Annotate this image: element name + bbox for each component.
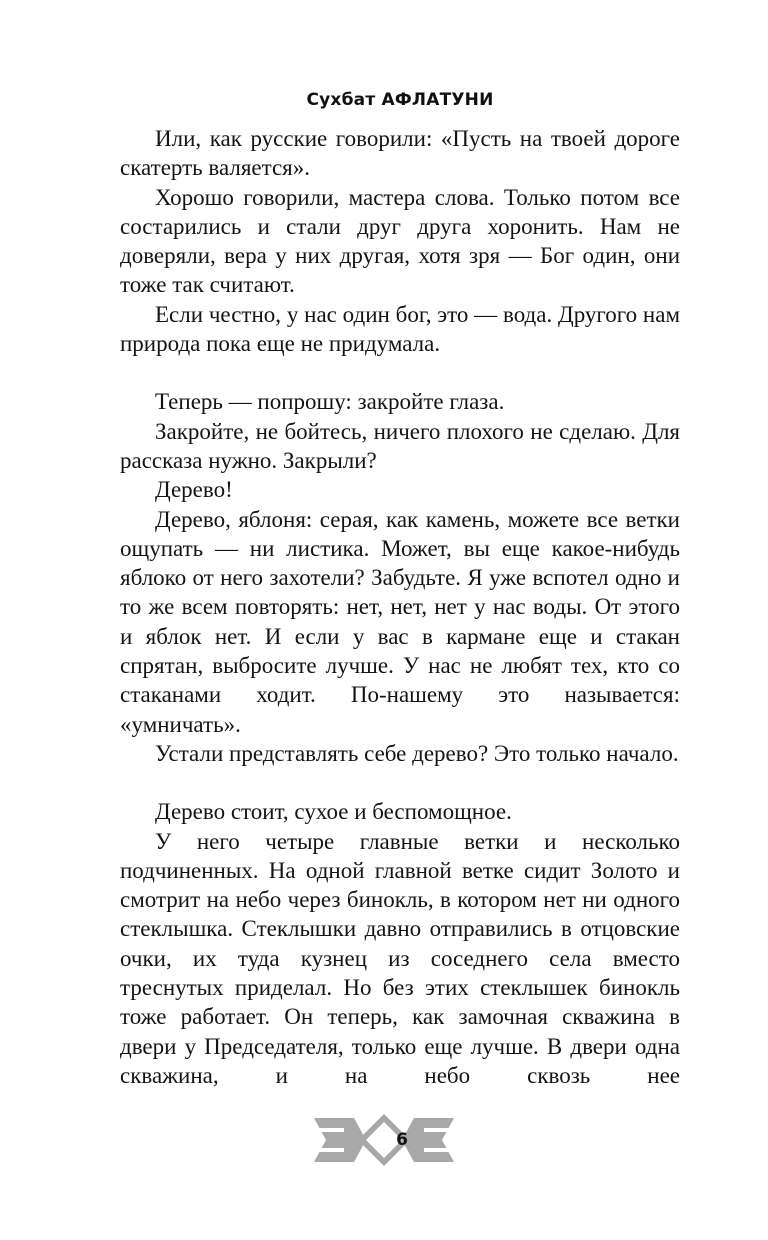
paragraph: Теперь — попрошу: закройте глаза.	[155, 389, 505, 415]
paragraph: Дерево, яблоня: серая, как камень, можете все ветки ощупать — ни листика. Может, вы еще какое-нибудь яблоко от него захотели? Забудьте. Я уже вспотел одно и то же всем повторять: нет, нет, нет у нас воды. От этого и яблок нет. И если у вас в кармане еще и стакан спрятан, выбросите лучше. У нас не любят тех, кто со стаканами ходит. По-нашему это называется: «умничать».	[120, 506, 680, 737]
page-number: 6	[396, 1130, 408, 1150]
paragraph: Хорошо говорили, мастера слова. Только потом все состарились и стали друг друга хоронить. Нам не доверяли, вера у них другая, хотя зря — Бог один, они тоже так считают.	[120, 184, 680, 298]
paragraph: Устали представлять себе дерево? Это только начало.	[155, 740, 679, 766]
paragraph: У него четыре главные ветки и несколько подчиненных. На одной главной ветке сидит Золото и смотрит на небо через бинокль, в котором нет ни одного стеклышка. Стеклышки давно отправились в отцовские очки, их туда кузнец из соседнего села вместо треснутых приделал. Но без этих стеклышек бинокль тоже работает. Он теперь, как замочная скважина в двери у Председателя, только еще лучше. В двери одна скважина, и на небо сквозь нее	[120, 828, 680, 1088]
section-break	[120, 358, 680, 387]
paragraph: Если честно, у нас один бог, это — вода. Другого нам природа пока еще не придумала.	[120, 301, 680, 357]
page-footer	[0, 1114, 768, 1170]
body-text	[120, 124, 680, 1090]
running-head: Сухбат АФЛАТУНИ	[306, 90, 494, 110]
book-page	[120, 90, 680, 1090]
paragraph: Или, как русские говорили: «Пусть на твоей дороге скатерть валяется».	[120, 126, 680, 181]
paragraph: Дерево!	[155, 477, 233, 503]
paragraph: Закройте, не бойтесь, ничего плохого не сделаю. Для рассказа нужно. Закрыли?	[120, 418, 680, 473]
paragraph: Дерево стоит, сухое и беспомощное.	[155, 799, 512, 825]
section-break	[120, 768, 680, 797]
